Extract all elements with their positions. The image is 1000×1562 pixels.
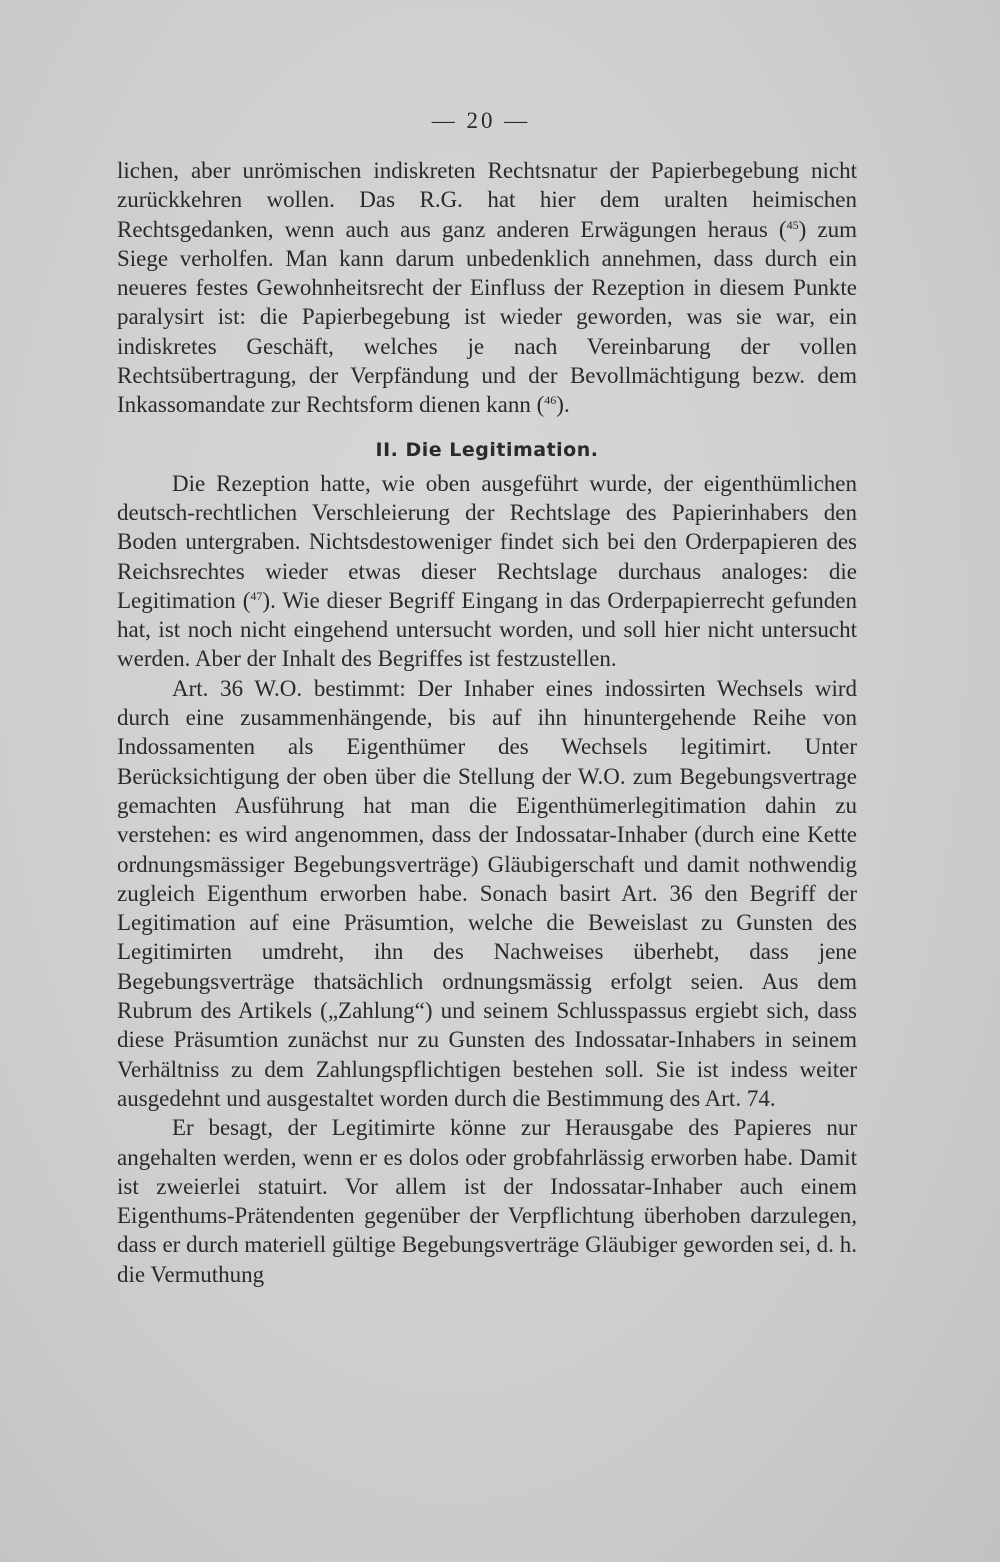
paragraph-1-text-a: lichen, aber unrömischen indiskreten Rechtsnatur der Papierbegebung nicht zurückkehren wollen. Das R.G. hat hier dem uralten heimischen Rechtsgedanken, wenn auch aus ganz anderen Erwägungen heraus ( — [117, 158, 857, 242]
section-heading: II. Die Legitimation. — [375, 438, 599, 461]
page-number: — 20 — — [431, 108, 531, 133]
paragraph-2-text-b: ). Wie dieser Begriff Eingang in das Orderpapierrecht gefunden hat, ist noch nicht eingehend untersucht worden, und soll hier nicht untersucht werden. Aber der Inhalt des Begriffes ist festzustellen. — [117, 587, 857, 672]
document-page — [117, 108, 857, 1289]
footnote-ref-47: 47 — [250, 588, 263, 603]
paragraph-3: Art. 36 W.O. bestimmt: Der Inhaber eines indossirten Wechsels wird durch eine zusammenhängende, bis auf ihn hinuntergehende Reihe von Indossamenten als Eigenthümer des Wechsels legitimirt. Unter Berücksichtigung der oben über die Stellung der W.O. zum Begebungsvertrage gemachten Ausführung hat man die Eigenthümerlegitimation dahin zu verstehen: es wird angenommen, dass der Indossatar-Inhaber (durch eine Kette ordnungsmässiger Begebungsverträge) Gläubigerschaft und damit nothwendig zugleich Eigenthum erworben habe. Sonach basirt Art. 36 den Begriff der Legitimation auf eine Präsumtion, welche die Beweislast zu Gunsten des Legitimirten umdreht, ihn des Nachweises überhebt, dass jene Begebungsverträge thatsächlich ordnungsmässig erfolgt seien. Aus dem Rubrum des Artikels („Zahlung“) und seinem Schlusspassus ergiebt sich, dass diese Präsumtion zunächst nur zu Gunsten des Indossatar-Inhabers in seinem Verhältniss zu dem Zahlungspflichtigen bestehen soll. Sie ist indess weiter ausgedehnt und ausgestaltet worden durch die Bestimmung des Art. 74. — [117, 675, 857, 1111]
paragraph-1 — [117, 156, 857, 420]
footnote-ref-45: 45 — [786, 217, 799, 232]
paragraph-1-text-b: ) zum Siege verholfen. Man kann darum unbedenklich annehmen, dass durch ein neueres festes Gewohnheitsrecht der Einfluss der Rezeption in diesem Punkte paralysirt ist: die Papierbegebung ist wieder geworden, was sie war, ein indiskretes Geschäft, welches je nach Vereinbarung der vollen Rechtsübertragung, der Verpfändung und der Bevollmächtigung bezw. dem Inkassomandate zur Rechtsform dienen kann ( — [117, 216, 857, 418]
paragraph-2-text-a: Die Rezeption hatte, wie oben ausgeführt wurde, der eigenthümlichen deutsch-rechtlichen Verschleierung der Rechtslage des Papierinhabers den Boden untergraben. Nichtsdestoweniger findet sich bei den Orderpapieren des Reichsrechtes wieder etwas dieser Rechtslage durchaus analoges: die Legitimation ( — [117, 470, 857, 613]
paragraph-1-text-c: ). — [556, 392, 570, 418]
paragraph-2 — [117, 469, 857, 674]
footnote-ref-46: 46 — [544, 393, 557, 408]
paragraph-4: Er besagt, der Legitimirte könne zur Herausgabe des Papieres nur angehalten werden, wenn er es dolos oder grobfahrlässig erworben habe. Damit ist zweierlei statuirt. Vor allem ist der Indossatar-Inhaber auch einem Eigenthums-Prätendenten gegenüber der Verpflichtung überhoben darzulegen, dass er durch materiell gültige Begebungsverträge Gläubiger geworden sei, d. h. die Vermuthung — [117, 1115, 857, 1287]
